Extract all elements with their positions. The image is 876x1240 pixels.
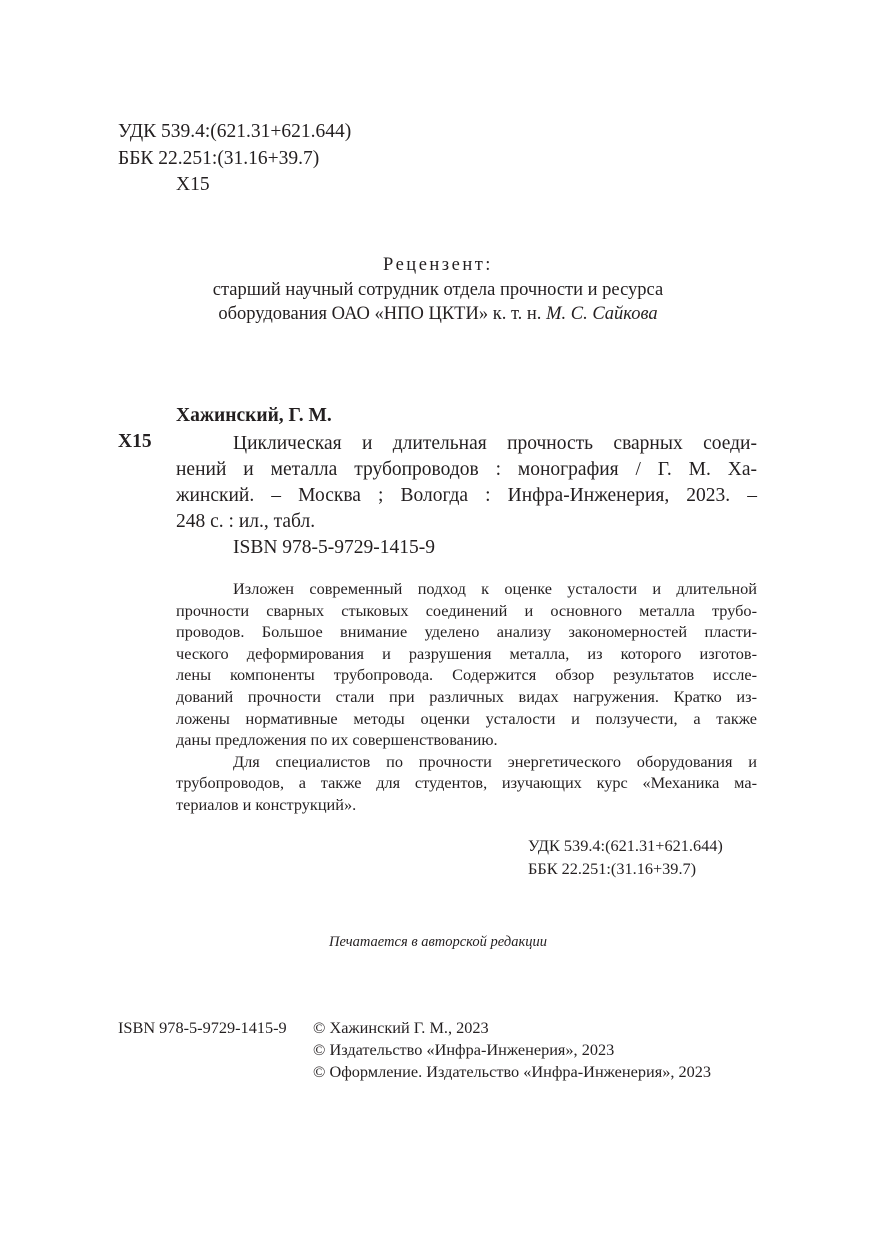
- reviewer-heading: Рецензент:: [383, 255, 493, 275]
- abstract-line: даны предложения по их совершенствованию.: [176, 730, 498, 750]
- abstract-line: трубопроводов, а также для студентов, изучающих курс «Механика ма-: [176, 773, 757, 793]
- reviewer-line: старший научный сотрудник отдела прочности и ресурса: [212, 279, 664, 300]
- abstract-line: ческого деформирования и разрушения металла, из которого изготов-: [176, 643, 757, 663]
- entry-line: жинский. – Москва ; Вологда : Инфра-Инженерия, 2023. –: [176, 485, 757, 506]
- reviewer-affiliation: оборудования ОАО «НПО ЦКТИ» к. т. н.: [218, 304, 547, 324]
- reviewer-line: [0, 302, 876, 327]
- entry-author: Хажинский, Г. М.: [176, 405, 332, 426]
- bbk-code: ББК 22.251:(31.16+39.7): [118, 147, 320, 169]
- reviewer-name: М. С. Сайкова: [546, 304, 658, 324]
- isbn: ISBN 978-5-9729-1415-9: [118, 1018, 287, 1037]
- abstract-line: проводов. Большое внимание уделено анализу закономерностей пласти-: [176, 622, 757, 642]
- abstract-line: териалов и конструкций».: [176, 794, 357, 814]
- udk-code: УДК 539.4:(621.31+621.644): [528, 836, 723, 855]
- footer-codes: [528, 834, 723, 880]
- abstract: [176, 578, 757, 816]
- copyright-block: [118, 1017, 818, 1083]
- entry-isbn: ISBN 978-5-9729-1415-9: [233, 537, 436, 558]
- abstract-line: прочности сварных стыковых соединений и основного металла трубо-: [176, 600, 757, 620]
- author-mark: Х15: [176, 174, 210, 195]
- copyright-line: © Издательство «Инфра-Инженерия», 2023: [313, 1040, 615, 1059]
- entry-line: Циклическая и длительная прочность сварных соеди-: [233, 433, 757, 454]
- classification-codes: [118, 119, 351, 199]
- copyright-line: © Хажинский Г. М., 2023: [313, 1018, 489, 1037]
- entry-line: 248 с. : ил., табл.: [176, 511, 316, 532]
- abstract-line: Изложен современный подход к оценке усталости и длительной: [233, 579, 757, 598]
- abstract-line: дований прочности стали при различных видах нагружения. Кратко из-: [176, 686, 757, 706]
- bibliographic-entry: [176, 431, 757, 561]
- abstract-line: ложены нормативные методы оценки усталости и ползучести, а также: [176, 708, 757, 728]
- udk-code: УДК 539.4:(621.31+621.644): [118, 121, 352, 142]
- abstract-line: лены компоненты трубопровода. Содержится обзор результатов иссле-: [176, 665, 757, 685]
- bbk-code: ББК 22.251:(31.16+39.7): [528, 859, 697, 878]
- copyright-line: © Оформление. Издательство «Инфра-Инженерия», 2023: [313, 1062, 712, 1081]
- entry-author-mark: Х15: [118, 431, 152, 452]
- abstract-line: Для специалистов по прочности энергетического оборудования и: [233, 751, 757, 771]
- reviewer-block: [0, 253, 876, 327]
- entry-line: нений и металла трубопроводов : монография / Г. М. Ха-: [176, 459, 757, 480]
- edition-note: Печатается в авторской редакции: [329, 934, 547, 950]
